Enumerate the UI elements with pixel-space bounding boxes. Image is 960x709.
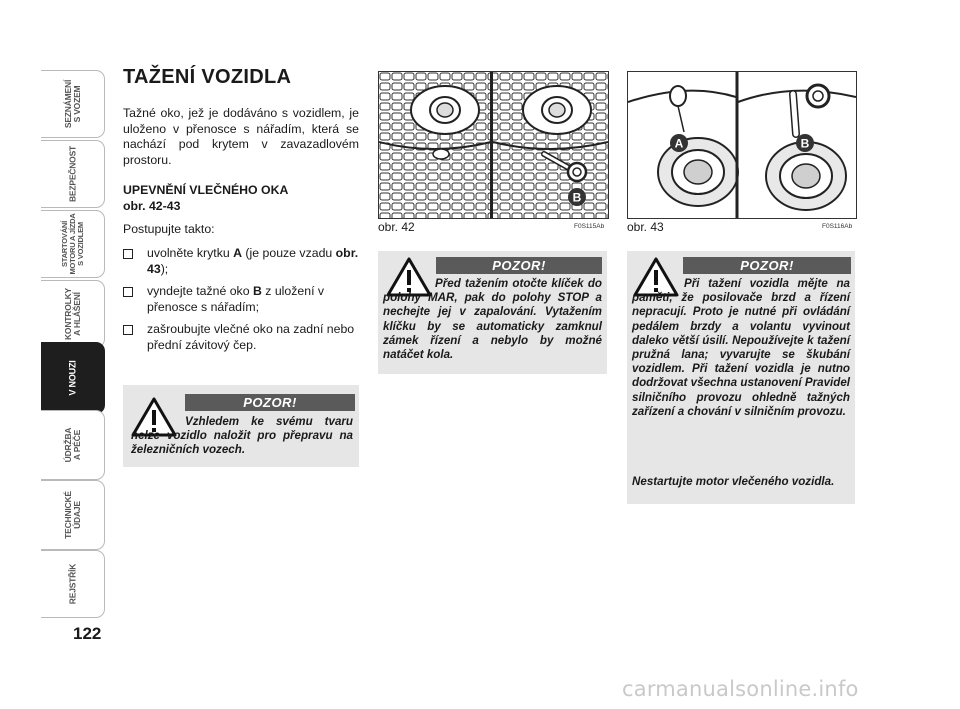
subheading-ref: obr. 42-43 (123, 198, 181, 213)
intro-paragraph: Tažné oko, jež je dodáváno s vozidlem, je uloženo v přenosce s nářadím, která se nachází pod krytem v zavazadlovém prostoru. (123, 106, 359, 167)
subheading (123, 183, 288, 214)
tab-label: V NOUZI (67, 360, 77, 396)
page-number: 122 (73, 624, 102, 643)
warning-box (627, 251, 855, 504)
list-item: zašroubujte vlečné oko na zadní nebo přední závitový čep. (123, 322, 363, 353)
tab-label: STARTOVÁNÍ MOTORU A JÍZDA S VOZIDLEM (59, 213, 85, 275)
tab-label: KONTROLKY A HLÁŠENÍ (62, 287, 82, 341)
warning-box (123, 385, 359, 467)
tab-label: SEZNÁMENÍ S VOZEM (62, 79, 82, 129)
figure-42 (378, 71, 609, 219)
figure-caption: obr. 43 (627, 220, 664, 234)
tab-technicke-udaje[interactable] (41, 480, 105, 550)
rear-bumper-illustration (628, 72, 856, 218)
list-item: uvolněte krytku A (je pouze vzadu obr. 43); (123, 246, 363, 277)
checkbox-bullet-icon (123, 325, 133, 335)
figure-caption: obr. 42 (378, 220, 415, 234)
tab-label: TECHNICKÉ ÚDAJE (62, 491, 82, 539)
page-title: TAŽENÍ VOZIDLA (123, 66, 292, 88)
tab-label: REJSTŘÍK (67, 563, 77, 605)
checkbox-bullet-icon (123, 249, 133, 259)
list-item: vyndejte tažné oko B z uložení v přenosce s nářadím; (123, 284, 363, 315)
warning-header: POZOR! (185, 394, 355, 411)
warning-header: POZOR! (436, 257, 602, 274)
figure-code: F0S115Ab (574, 223, 605, 230)
tab-label: BEZPEČNOST (67, 145, 77, 203)
tab-kontrolky[interactable] (41, 280, 105, 348)
subheading-title: UPEVNĚNÍ VLEČNÉHO OKA (123, 183, 289, 197)
tab-bezpecnost[interactable] (41, 140, 105, 208)
figure-marker-b: B (800, 136, 810, 151)
tab-startovani[interactable] (41, 210, 105, 278)
figure-code: F0S116Ab (822, 223, 853, 230)
checkbox-bullet-icon (123, 287, 133, 297)
warning-header: POZOR! (683, 257, 851, 274)
watermark: carmanualsonline.info (622, 677, 859, 701)
steps-list (123, 246, 363, 360)
figure-marker-a: A (674, 136, 684, 151)
tab-rejstrik[interactable] (41, 550, 105, 618)
warning-text-final: Nestartujte motor vlečeného vozidla. (632, 475, 835, 488)
proceed-text: Postupujte takto: (123, 222, 215, 236)
figure-marker-b: B (572, 190, 582, 205)
tab-label: ÚDRŽBA A PÉČE (62, 427, 82, 463)
tab-udrzba[interactable] (41, 410, 105, 480)
warning-text: Vzhledem ke svému tvaru nelze vozidlo naložit pro přepravu na železničních vozech. (131, 415, 353, 457)
warning-text: Při tažení vozidla mějte na paměti, že posilovače brzd a řízení nepracují. Proto je nutné při ovládání pedálem brzdy a volantu vyvinout daleko větší úsilí. Nepoužívejte k tažení pružná lana; vyvarujte se škubání vozidlem. Při tažení vozidla je nutno dodržovat všechna ustanovení Pravidel silničního provozu ohledně tažných zařízení a chování v silničním provozu. (632, 277, 850, 418)
front-bumper-illustration (379, 72, 608, 218)
tab-seznameni[interactable] (41, 70, 105, 138)
tab-v-nouzi[interactable] (41, 342, 105, 414)
warning-text: Před tažením otočte klíček do polohy MAR, pak do polohy STOP a nechejte jej v zapalování. Vytažením klíčku by se automaticky zamknul zámek řízení a nebylo by možné natáčet kola. (383, 277, 602, 362)
figure-43 (627, 71, 857, 219)
warning-box (378, 251, 607, 374)
